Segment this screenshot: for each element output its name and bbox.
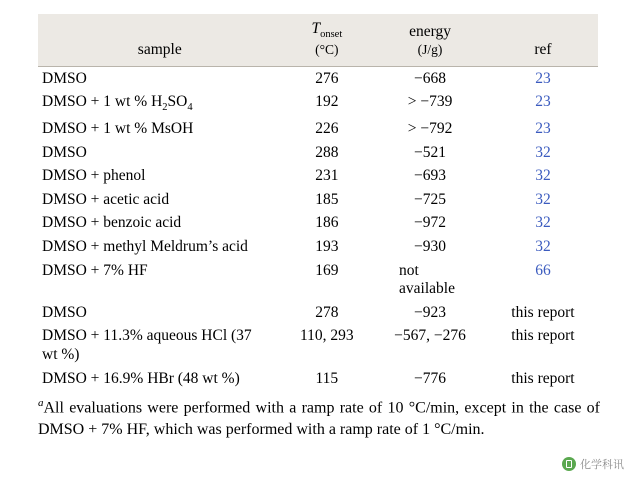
cell-sample: DMSO + benzoic acid: [42, 214, 182, 232]
cell-ref[interactable]: 32: [535, 143, 551, 161]
cell-ref[interactable]: 32: [535, 214, 551, 232]
cell-ref: this report: [511, 369, 575, 387]
cell-onset: 192: [315, 93, 339, 111]
cell-energy: −930: [414, 237, 447, 255]
cell-energy: −521: [414, 143, 447, 161]
cell-sample-subscript-1: 2: [162, 102, 168, 114]
table-body: [38, 67, 598, 391]
cell-energy-text: not available: [399, 261, 455, 298]
cell-energy: −972: [414, 214, 447, 232]
cell-energy: −776: [414, 369, 447, 387]
cell-sample: DMSO + 7% HF: [42, 261, 148, 279]
column-header-onset-subscript: onset: [320, 29, 343, 41]
column-header-onset-symbol: T: [311, 20, 321, 37]
table-row: [38, 117, 598, 141]
cell-onset: 288: [315, 143, 339, 161]
table-row: [38, 91, 598, 118]
cell-ref: this report: [511, 303, 575, 321]
cell-energy: −725: [414, 190, 447, 208]
table-row: [38, 367, 598, 391]
cell-onset: 185: [315, 190, 339, 208]
cell-sample: DMSO + acetic acid: [42, 190, 170, 208]
watermark-label: 化学科讯: [580, 459, 624, 471]
cell-energy: > −739: [407, 93, 453, 111]
cell-sample: DMSO: [42, 143, 87, 161]
wechat-logo-icon: [562, 457, 576, 471]
cell-energy: −923: [414, 303, 447, 321]
table-row: [38, 235, 598, 259]
column-header-sample-label: sample: [137, 40, 182, 58]
cell-onset: 193: [315, 237, 339, 255]
cell-ref[interactable]: 32: [535, 167, 551, 185]
cell-onset: 276: [315, 69, 339, 87]
table-row: [38, 165, 598, 189]
cell-sample: DMSO + phenol: [42, 167, 146, 185]
column-header-ref: [488, 14, 598, 67]
column-header-energy-label: energy: [409, 23, 451, 41]
cell-ref[interactable]: 32: [535, 237, 551, 255]
cell-energy: > −792: [407, 119, 453, 137]
column-header-energy-unit: (J/g): [417, 41, 443, 57]
cell-sample: DMSO + 1 wt % MsOH: [42, 119, 194, 137]
cell-ref[interactable]: 66: [535, 261, 551, 279]
cell-sample: [38, 91, 282, 118]
cell-ref[interactable]: 23: [535, 119, 551, 137]
cell-onset: 169: [315, 261, 339, 279]
cell-ref[interactable]: 23: [535, 69, 551, 87]
cell-energy: −567, −276: [394, 327, 466, 345]
thermal-data-table: [38, 14, 598, 391]
table-header-row: [38, 14, 598, 67]
cell-sample-text: DMSO + 11.3% aqueous HCl (37 wt %): [42, 327, 252, 363]
watermark: [562, 456, 624, 472]
cell-sample-text-1: DMSO + 1 wt % H: [42, 93, 163, 111]
cell-sample: DMSO + methyl Meldrum’s acid: [42, 237, 248, 255]
cell-onset: 186: [315, 214, 339, 232]
cell-onset: 115: [315, 369, 339, 387]
table-row: [38, 67, 598, 91]
cell-energy: [372, 259, 488, 301]
cell-ref: this report: [511, 327, 575, 345]
table-row: [38, 325, 598, 367]
cell-ref[interactable]: 23: [535, 93, 551, 111]
column-header-onset-unit: (°C): [315, 41, 339, 57]
cell-sample: [38, 325, 282, 367]
table-row: [38, 301, 598, 325]
cell-sample: DMSO: [42, 303, 87, 321]
table-footnote: [38, 396, 600, 441]
cell-onset: 226: [315, 119, 339, 137]
table-row: [38, 212, 598, 236]
cell-ref[interactable]: 32: [535, 190, 551, 208]
cell-onset: 231: [315, 167, 339, 185]
column-header-sample: [38, 14, 282, 67]
table-row: [38, 188, 598, 212]
column-header-onset: [282, 14, 373, 67]
footnote-text: All evaluations were performed with a ramp rate of 10 °C/min, except in the case of DMSO + 7% HF, which was performed with a ramp rate of 1 °C/min.: [38, 399, 600, 438]
cell-sample: DMSO + 16.9% HBr (48 wt %): [42, 369, 240, 387]
cell-sample-subscript-2: 4: [187, 102, 193, 114]
column-header-ref-label: ref: [534, 40, 552, 58]
footnote-marker: a: [38, 397, 44, 409]
cell-energy: −668: [414, 69, 447, 87]
cell-onset: 278: [315, 303, 339, 321]
cell-energy: −693: [414, 167, 447, 185]
cell-sample: DMSO: [42, 69, 87, 87]
column-header-energy: [372, 14, 488, 67]
table-header: [38, 14, 598, 67]
table-row: [38, 141, 598, 165]
table-row: [38, 259, 598, 301]
cell-sample-text-2: SO: [167, 93, 188, 111]
cell-onset: 110, 293: [300, 327, 354, 345]
